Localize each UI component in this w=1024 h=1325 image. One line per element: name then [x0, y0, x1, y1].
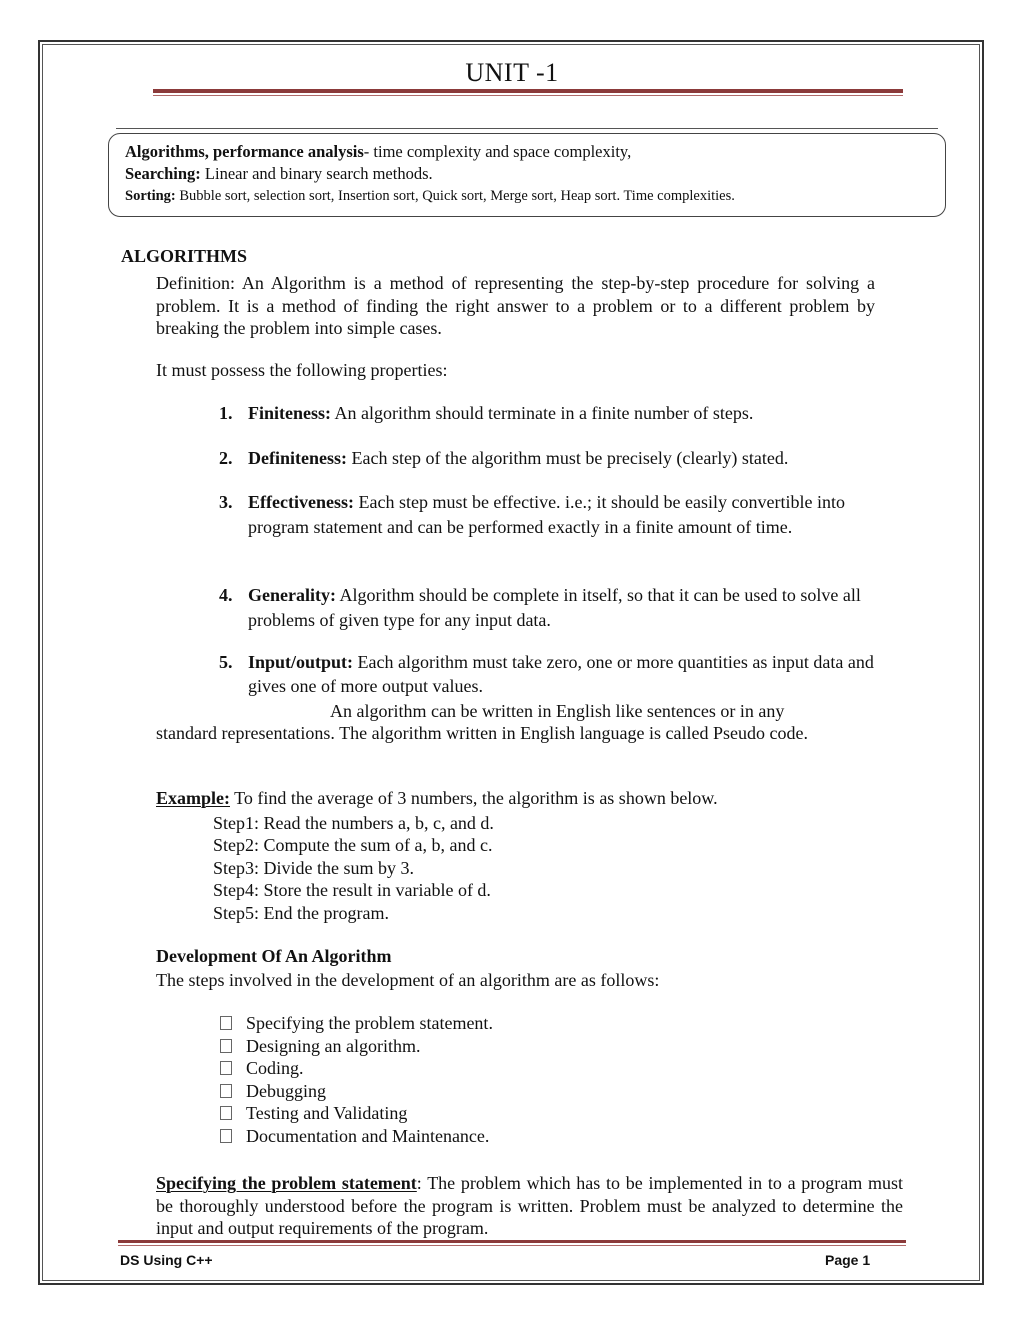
property-item: 2. Definiteness: Each step of the algorithm must be precisely (clearly) stated. — [219, 448, 789, 468]
development-heading: Development Of An Algorithm — [156, 946, 392, 966]
topic-line-2: Searching: Linear and binary search methods. — [125, 164, 433, 183]
development-list-item: Debugging — [220, 1081, 326, 1102]
example-step: Step1: Read the numbers a, b, c, and d. — [213, 813, 494, 833]
footer-left: DS Using C++ — [120, 1252, 213, 1268]
example-step: Step4: Store the result in variable of d. — [213, 880, 491, 900]
title-rule — [153, 89, 903, 93]
specifying-label: Specifying the problem statement — [156, 1173, 417, 1193]
page-title: UNIT -1 — [465, 58, 559, 87]
property-item: 1. Finiteness: An algorithm should terminate in a finite number of steps. — [219, 403, 754, 423]
page-number: Page 1 — [825, 1252, 871, 1268]
development-list-item: Documentation and Maintenance. — [220, 1126, 489, 1147]
bullet-box-icon — [220, 1084, 232, 1098]
title-rule-thin — [153, 95, 903, 96]
example-step: Step3: Divide the sum by 3. — [213, 858, 414, 878]
development-intro: The steps involved in the development of an algorithm are as follows: — [156, 970, 660, 990]
example-step: Step5: End the program. — [213, 903, 389, 923]
pseudo-code-paragraph: standard representations. The algorithm written in English language is called Pseudo code. — [156, 723, 808, 743]
bullet-box-icon — [220, 1106, 232, 1120]
topic-line-1: Algorithms, performance analysis- time complexity and space complexity, — [125, 142, 632, 161]
property-item: 3. Effectiveness: Each step must be effective. i.e.; it should be easily convertible into program statement and can be performed exactly in a finite amount of time. — [219, 492, 845, 537]
bullet-box-icon — [220, 1061, 232, 1075]
footer-rule-thin — [118, 1245, 906, 1246]
topic-line-3: Sorting: Bubble sort, selection sort, Insertion sort, Quick sort, Merge sort, Heap sort. Time complexities. — [125, 188, 735, 204]
definition-paragraph: Definition: An Algorithm is a method of representing the step-by-step procedure for solving a problem. It is a method of finding the right answer to a problem or to a different problem by breaking the problem into simple cases. — [156, 273, 875, 338]
bullet-box-icon — [220, 1016, 232, 1030]
footer-rule — [118, 1240, 906, 1243]
bullet-box-icon — [220, 1039, 232, 1053]
topic-box-top-line — [116, 128, 938, 129]
specifying-paragraph: Specifying the problem statement: The problem which has to be implemented in to a program must be thoroughly understood before the program is written. Problem must be analyzed to determine the input and output requirements of the program. — [156, 1173, 903, 1238]
development-list-item: Testing and Validating — [220, 1103, 407, 1124]
property-item: 4. Generality: Algorithm should be complete in itself, so that it can be used to solve all problems of given type for any input data. — [219, 585, 861, 630]
properties-intro: It must possess the following properties: — [156, 360, 448, 380]
example-line: Example: To find the average of 3 numbers, the algorithm is as shown below. — [156, 788, 718, 808]
development-list-item: Specifying the problem statement. — [220, 1013, 493, 1034]
section-heading-algorithms: ALGORITHMS — [121, 246, 248, 266]
bullet-box-icon — [220, 1129, 232, 1143]
example-label: Example: — [156, 788, 230, 808]
example-step: Step2: Compute the sum of a, b, and c. — [213, 835, 493, 855]
topics-box — [108, 133, 946, 217]
property-item: 5. Input/output: Each algorithm must take zero, one or more quantities as input data and gives one of more output values. — [219, 652, 874, 696]
pseudo-code-line-1: An algorithm can be written in English like sentences or in any — [330, 701, 785, 721]
development-list-item: Coding. — [220, 1058, 304, 1079]
development-list-item: Designing an algorithm. — [220, 1036, 420, 1057]
